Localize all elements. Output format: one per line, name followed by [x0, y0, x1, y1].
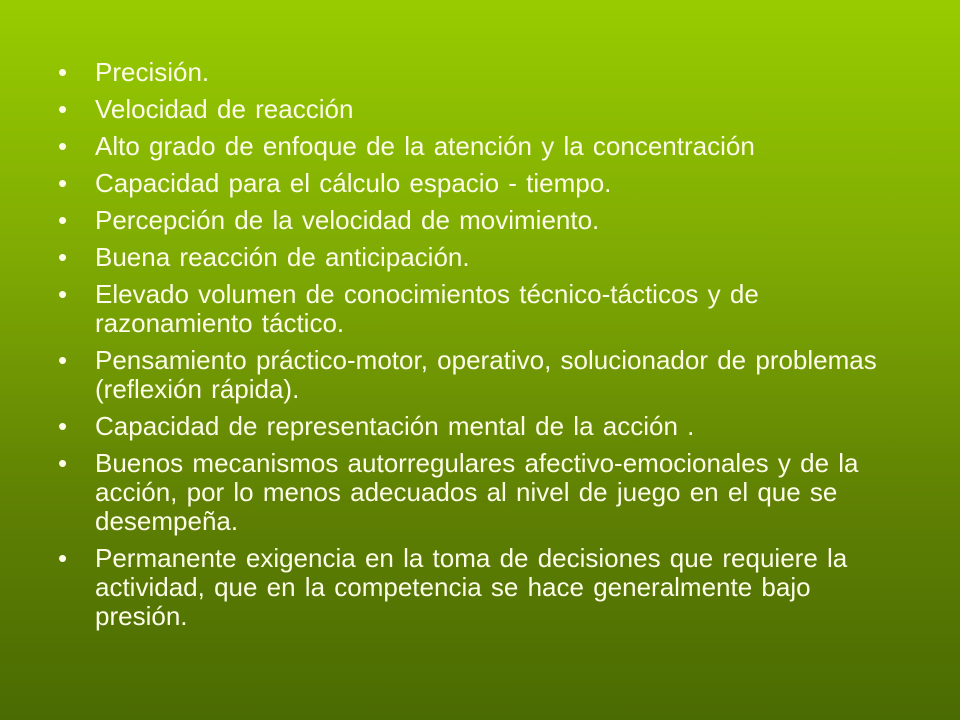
bullet-marker: • — [58, 131, 68, 161]
bullet-text: Buenos mecanismos autorregulares afectivo-emocionales y de la acción, por lo menos adecuados al nivel de juego en el que se desempeña. — [95, 448, 859, 536]
bullet-item-focus — [58, 132, 908, 161]
bullet-text: Pensamiento práctico-motor, operativo, solucionador de problemas (reflexión rápida). — [95, 345, 877, 404]
bullet-item-reaction-speed — [58, 95, 908, 124]
bullet-text: Alto grado de enfoque de la atención y la concentración — [95, 131, 755, 161]
bullet-text: Buena reacción de anticipación. — [95, 242, 470, 272]
bullet-item-decision-making — [58, 544, 908, 631]
bullet-text: Elevado volumen de conocimientos técnico-tácticos y de razonamiento táctico. — [95, 279, 759, 338]
bullet-text: Precisión. — [95, 57, 210, 87]
bullet-item-technical-knowledge — [58, 280, 908, 338]
bullet-marker: • — [58, 448, 68, 478]
bullet-item-practical-thinking — [58, 346, 908, 404]
bullet-text: Capacidad para el cálculo espacio - tiempo. — [95, 168, 612, 198]
bullet-marker: • — [58, 543, 68, 573]
bullet-item-space-time — [58, 169, 908, 198]
bullet-marker: • — [58, 94, 68, 124]
bullet-marker: • — [58, 345, 68, 375]
bullet-item-movement-perception — [58, 206, 908, 235]
bullet-text: Permanente exigencia en la toma de decisiones que requiere la actividad, que en la competencia se hace generalmente bajo presión. — [95, 543, 848, 631]
bullet-text: Velocidad de reacción — [95, 94, 354, 124]
bullet-marker: • — [58, 168, 68, 198]
bullet-marker: • — [58, 57, 68, 87]
bullet-item-precision — [58, 58, 908, 87]
bullet-marker: • — [58, 279, 68, 309]
bullet-item-self-regulation — [58, 449, 908, 536]
bullet-item-anticipation — [58, 243, 908, 272]
bullet-marker: • — [58, 411, 68, 441]
bullet-marker: • — [58, 242, 68, 272]
bullet-text: Capacidad de representación mental de la acción . — [95, 411, 695, 441]
bullet-text: Percepción de la velocidad de movimiento. — [95, 205, 600, 235]
bullet-marker: • — [58, 205, 68, 235]
bullet-list — [58, 58, 908, 639]
bullet-item-mental-representation — [58, 412, 908, 441]
